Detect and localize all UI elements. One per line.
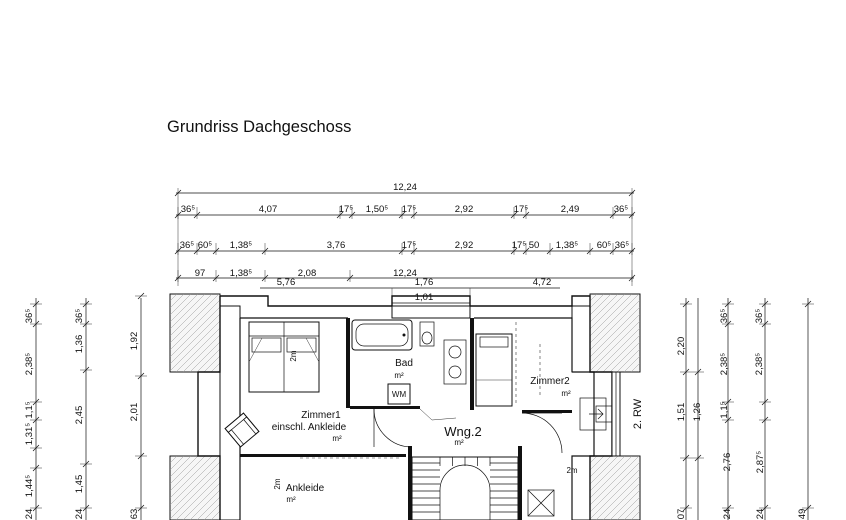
wm-label: WM [391,390,407,399]
dim-left3-c: 63 [129,508,140,520]
room-zimmer1-name: Zimmer1 [301,410,341,421]
armchair-furniture [225,413,259,447]
dim-right4-c: 49 [797,508,808,520]
ankleide-area-label: 2m [273,478,282,490]
dim-row5-a: 1,01 [414,292,434,303]
dim-right3-a: 36⁵ [719,308,730,324]
dim-row1-b: 4,07 [258,204,278,215]
dim-left2-a: 36⁵ [74,308,85,324]
dim-right3-e: 24 [755,508,766,520]
dim-row2-a: 36⁵ [179,240,195,251]
dim-left3-b: 2,01 [129,402,140,422]
dim-right2-c: 24 [722,508,733,520]
dim-row3-e: 4,72 [532,277,552,288]
room-ankleide-name: Ankleide [285,483,325,494]
dim-left2-e: 24 [74,508,85,520]
dim-left2-b: 1,36 [74,334,85,354]
dim-right2-b: 2,76 [722,452,733,472]
bed-area-label: 2m [289,350,298,362]
dim-left2-d: 1,45 [74,474,85,494]
dormer-right-bottom [590,456,640,520]
dim-right1-c: 07 [676,508,687,520]
dim-right3-c: 1,1⁵ [719,401,730,419]
dim-row1-f: 2,92 [454,204,474,215]
dim-right3-d: 2,87⁵ [755,450,766,474]
bed-single [476,334,512,406]
room-ankleide-unit: m² [286,495,296,504]
dim-row3-b: 1,38⁵ [229,268,253,279]
dim-overall: 12,24 [393,182,417,193]
dim-right2-a: 1,26 [692,402,703,422]
dim-left2-c: 2,45 [74,405,85,425]
dim-row3-a: 97 [194,268,206,279]
left-dimension-chains [24,293,147,520]
dim-left1-e: 1,44⁵ [24,474,35,498]
room-flur-unit: m² [454,438,464,447]
dim-row1-e: 17⁵ [401,204,417,215]
dim-row2-i: 1,38⁵ [555,240,579,251]
dim-right3-b: 2,38⁵ [719,352,730,376]
dim-right1-a: 2,20 [676,336,687,356]
dim-row2-c: 1,38⁵ [229,240,253,251]
dim-left1-b: 2,38⁵ [24,352,35,376]
dim-left1-f: 24 [24,508,35,520]
dim-row1-g: 17⁵ [513,204,529,215]
top-dimension-chains [175,182,635,308]
staircase [412,457,518,520]
dim-row2-j: 60⁵ [596,240,612,251]
dim-left3-a: 1,92 [129,331,140,351]
dim-row1-a: 36⁵ [180,204,196,215]
stair-area-label: 2m [566,466,578,475]
dim-right4-b: 2,38⁵ [754,352,765,376]
dim-left1-c: 1,31⁵ [24,422,35,446]
dim-row2-k: 36⁵ [614,240,630,251]
dim-row2-g: 17⁵ [511,240,527,251]
toilet [420,322,434,346]
dim-row3-c: 2,08 [297,268,317,279]
dim-right1-b: 1,51 [676,402,687,422]
room-flur-name: Wng.2 [444,424,482,439]
dim-row2-d: 3,76 [326,240,346,251]
dim-row1-i: 36⁵ [613,204,629,215]
dim-row2-h: 50 [528,240,540,251]
dormer-left-bottom [170,456,220,520]
room-bad-name: Bad [395,358,413,369]
room-zimmer1-unit: m² [332,434,342,443]
dim-row3-d: 12,24 [393,268,417,279]
roof-window-label: 2. RW [632,398,644,430]
dim-row2-b: 60⁵ [197,240,213,251]
plan-title: Grundriss Dachgeschoss [167,118,352,136]
right-dimension-chains [676,298,814,520]
dim-left1-d: 1,1⁵ [24,401,35,419]
dim-row2-e: 17⁵ [401,240,417,251]
dim-left1-a: 36⁵ [24,308,35,324]
dim-row1-d: 1,50⁵ [365,204,389,215]
dim-right4-a: 36⁵ [754,308,765,324]
room-zimmer2-unit: m² [561,389,571,398]
bed-furniture [249,322,319,392]
dim-row2-f: 2,92 [454,240,474,251]
room-bad-unit: m² [394,371,404,380]
room-zimmer2-name: Zimmer2 [530,376,570,387]
double-sink [444,340,466,384]
dim-row4-a: 5,76 [276,277,296,288]
dim-row1-h: 2,49 [560,204,580,215]
dim-row1-c: 17⁵ [338,204,354,215]
dim-row4-b: 1,76 [414,277,434,288]
room-zimmer1-sub: einschl. Ankleide [271,422,347,433]
